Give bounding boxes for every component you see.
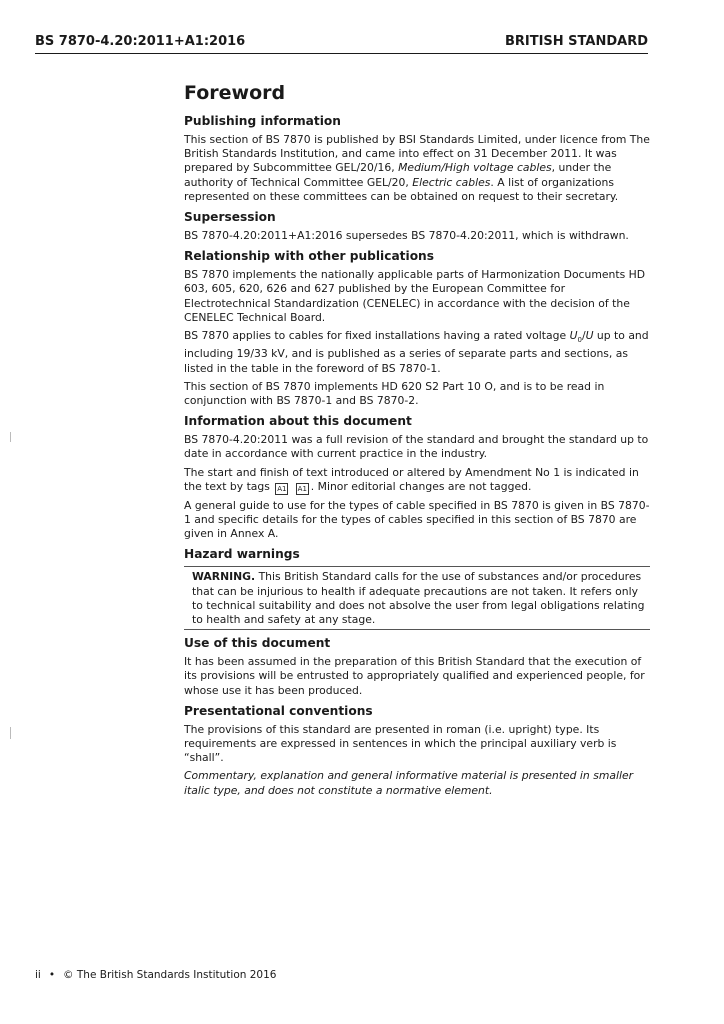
section-heading-information: Information about this document (184, 414, 412, 429)
relationship-paragraph-3: This section of BS 7870 implements HD 620 S2 Part 10 O, and is to be read in conjunction with BS 7870-1 and BS 7870-2. (184, 379, 605, 407)
section-heading-relationship: Relationship with other publications (184, 249, 434, 264)
supersession-paragraph: BS 7870-4.20:2011+A1:2016 supersedes BS 7870-4.20:2011, which is withdrawn. (184, 229, 629, 243)
conventions-commentary: Commentary, explanation and general informative material is presented in smaller italic type, and does not constitute a normative element. (184, 769, 634, 797)
hazard-warning-text: WARNING. This British Standard calls for the use of substances and/or procedures that can be injurious to health if adequate precautions are not taken. It refers only to technical suitability and does not absolve the user from legal obligations relating to health and safety at any stage. (192, 570, 645, 627)
publishing-paragraph: This section of BS 7870 is published by BSI Standards Limited, under licence from The British Standards Institution, and came into effect on 31 December 2011. It was prepared by Subcommittee GEL/20/16, Medium/High voltage cables, under the authority of Technical Committee GEL/20, Electric cables. A list of organizations represented on these committees can be obtained on request to their secretary. (184, 133, 650, 203)
section-heading-conventions: Presentational conventions (184, 703, 373, 718)
margin-mark (10, 727, 11, 739)
foreword-content (184, 82, 650, 802)
section-heading-use: Use of this document (184, 636, 331, 651)
information-paragraph-3: A general guide to use for the types of cable specified in BS 7870 is given in BS 7870-1 and specific details for the types of cables specified in this section of BS 7870 are given in Annex A. (184, 498, 650, 541)
information-paragraph-2: The start and finish of text introduced or altered by Amendment No 1 is indicated in the text by tags A1 A1 . Minor editorial changes are not tagged. (184, 465, 639, 493)
document-number: BS 7870-4.20:2011+A1:2016 (35, 34, 246, 49)
amendment-end-tag-icon: A1 (297, 484, 307, 493)
information-paragraph-1: BS 7870-4.20:2011 was a full revision of the standard and brought the standard up to date in accordance with current practice in the industry. (184, 433, 649, 461)
relationship-paragraph-1: BS 7870 implements the nationally applicable parts of Harmonization Documents HD 603, 605, 620, 626 and 627 published by the European Committee for Electrotechnical Standardization (CENELEC) in accordance with the decision of the CENELEC Technical Board. (184, 268, 646, 324)
conventions-paragraph-1: The provisions of this standard are presented in roman (i.e. upright) type. Its requirements are expressed in sentences in which the principal auxiliary verb is “shall”. (184, 722, 617, 765)
use-paragraph: It has been assumed in the preparation of this British Standard that the execution of its provisions will be entrusted to appropriately qualified and experienced people, for whose use it has been produced. (184, 655, 645, 697)
section-heading-hazard: Hazard warnings (184, 547, 300, 562)
running-header (35, 35, 648, 54)
page-number: ii (35, 969, 41, 981)
hazard-warning-box (184, 566, 650, 630)
footer-bullet: • (48, 969, 56, 981)
document-type: BRITISH STANDARD (504, 34, 648, 49)
margin-mark (10, 432, 11, 442)
page-footer (35, 969, 276, 982)
amendment-start-tag-icon: A1 (277, 484, 287, 493)
section-heading-publishing: Publishing information (184, 114, 341, 128)
section-heading-supersession: Supersession (184, 210, 276, 225)
copyright-notice: © The British Standards Institution 2016 (63, 969, 277, 981)
page-title: Foreword (184, 82, 286, 104)
relationship-paragraph-2: BS 7870 applies to cables for fixed installations having a rated voltage $U_0/U$ up to and including 19/33 kV, and is published as a series of separate parts and sections, as listed in the table in the foreword of BS 7870-1. (184, 329, 649, 375)
